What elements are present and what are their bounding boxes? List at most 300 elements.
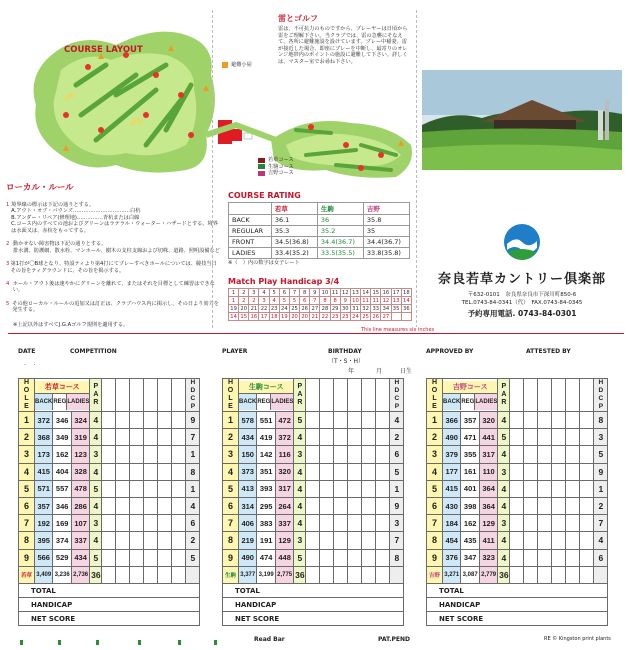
score-cell[interactable] bbox=[538, 429, 552, 446]
match-play-cell: 24 bbox=[352, 313, 359, 320]
score-cell[interactable] bbox=[348, 515, 362, 532]
net-score-row[interactable]: NET SCORE bbox=[426, 612, 608, 626]
score-cell[interactable] bbox=[510, 480, 524, 497]
score-cell[interactable] bbox=[306, 446, 320, 463]
match-play-cell: 19 bbox=[281, 313, 288, 320]
score-cell[interactable] bbox=[524, 532, 538, 549]
reg-yardage: 169 bbox=[53, 515, 71, 532]
back-yardage: 150 bbox=[239, 446, 257, 463]
score-cell[interactable] bbox=[130, 446, 144, 463]
match-play-cell: 19 bbox=[230, 305, 237, 312]
match-play-cell: 23 bbox=[270, 305, 278, 312]
score-cell[interactable] bbox=[334, 463, 348, 480]
hdcp-value: 9 bbox=[186, 412, 200, 429]
ladies-yardage: 411 bbox=[479, 532, 497, 549]
score-cell[interactable] bbox=[566, 446, 580, 463]
back-yardage: 395 bbox=[35, 532, 53, 549]
hdcp-value: 9 bbox=[390, 497, 404, 514]
score-cell[interactable] bbox=[348, 429, 362, 446]
score-cell[interactable] bbox=[102, 515, 116, 532]
score-cell[interactable] bbox=[566, 532, 580, 549]
score-cell[interactable] bbox=[566, 497, 580, 514]
match-play-row bbox=[229, 289, 412, 297]
par-value: 4 bbox=[294, 497, 306, 514]
score-cell[interactable] bbox=[320, 429, 334, 446]
par-value: 4 bbox=[294, 463, 306, 480]
hole-header: H O L E bbox=[19, 379, 35, 412]
score-cell[interactable] bbox=[376, 515, 390, 532]
score-total-cell[interactable] bbox=[144, 566, 158, 583]
score-cell[interactable] bbox=[130, 497, 144, 514]
lightning-text: 雷は、不可抗力のものですから、プレーヤーは日頃から雷をご理解下さい。当クラブでは、雷の急襲にそなえて、各所に避難施設を設けています。プレー中稲妻、雷が接近した場合、即座にプレーを中断し、最寄りのオレンジ地帯内のポイントの施設に避難して下さい。詳しくは、マスター室でお尋ね下さい。 bbox=[278, 26, 408, 65]
score-cell[interactable] bbox=[538, 463, 552, 480]
score-cell[interactable] bbox=[376, 463, 390, 480]
score-cell[interactable] bbox=[144, 446, 158, 463]
score-cell[interactable] bbox=[116, 412, 130, 429]
score-cell[interactable] bbox=[362, 429, 376, 446]
score-cell[interactable] bbox=[552, 515, 566, 532]
score-cell[interactable] bbox=[306, 412, 320, 429]
score-cell[interactable] bbox=[158, 480, 172, 497]
score-cell[interactable] bbox=[580, 497, 594, 514]
course-total-row bbox=[19, 566, 200, 583]
scorecard: This line measures six inches DATE COMPETITION . . PLAYER BIRTHDAY （T・S・H） 年 月 日生 APPROVED BY ATTESTED BY H O L E 若草コース BACK REG LADIES P A R H D C P 1 372 346 324 4 9 2 368 349 319 4 7 3 173 162 123 3 1 4 415 404 328 4 8 5 571 557 478 5 1 6 357 346 286 4 4 7 192 169 107 3 6 8 395 374 337 4 2 9 566 529 434 5 5 若草 3,409 3,236 2,736 36 TOTAL HANDICAP NET SCORE H O L E 生駒コース BACK REG LADIES P A R H D C P 1 578 551 472 5 4 2 434 419 372 4 2 3 150 142 116 3 6 4 373 351 320 4 5 5 413 393 317 4 1 6 314 295 264 4 9 7 406 383 337 4 3 8 219 191 129 3 7 9 490 474 448 5 8 生駒 3,377 3,199 2,775 36 TOTAL HANDICAP NET SCORE H O L E 吉野コース BACK REG LADIES P A R H D C P 1 366 357 320 4 8 2 490 471 441 5 3 3 379 355 317 4 5 4 177 161 110 3 9 5 415 401 364 4 1 6 430 398 364 4 2 7 184 162 129 3 7 8 454 435 411 4 4 9 376 347 323 4 6 吉野 3,271 3,087 2,779 36 TOTAL HANDICAP NET SCORE Read Bar PAT.PEND RE © Kingston print plants bbox=[8, 333, 624, 645]
score-cell[interactable] bbox=[348, 497, 362, 514]
back-yardage: 413 bbox=[239, 480, 257, 497]
score-cell[interactable] bbox=[580, 549, 594, 566]
score-cell[interactable] bbox=[334, 480, 348, 497]
score-cell[interactable] bbox=[320, 463, 334, 480]
fold-line-2 bbox=[416, 10, 417, 328]
score-cell[interactable] bbox=[552, 549, 566, 566]
score-cell[interactable] bbox=[566, 480, 580, 497]
match-play-cell: 26 bbox=[301, 305, 308, 312]
score-cell[interactable] bbox=[116, 549, 130, 566]
player-score-header[interactable] bbox=[566, 379, 580, 412]
score-cell[interactable] bbox=[102, 412, 116, 429]
hdcp-value: 8 bbox=[594, 412, 608, 429]
score-cell[interactable] bbox=[362, 446, 376, 463]
score-cell[interactable] bbox=[130, 463, 144, 480]
ladies-yardage: 472 bbox=[275, 412, 293, 429]
score-cell[interactable] bbox=[172, 429, 186, 446]
score-cell[interactable] bbox=[538, 532, 552, 549]
match-play-table bbox=[228, 288, 412, 321]
score-cell[interactable] bbox=[320, 497, 334, 514]
score-cell[interactable] bbox=[116, 429, 130, 446]
score-total-cell[interactable] bbox=[538, 566, 552, 583]
ladies-yardage: 441 bbox=[479, 429, 497, 446]
player-score-header[interactable] bbox=[158, 379, 172, 412]
back-header: BACK bbox=[35, 394, 53, 410]
score-cell[interactable] bbox=[102, 446, 116, 463]
club-logo-icon bbox=[502, 222, 542, 262]
score-cell[interactable] bbox=[510, 429, 524, 446]
score-cell[interactable] bbox=[552, 446, 566, 463]
score-cell[interactable] bbox=[144, 480, 158, 497]
score-cell[interactable] bbox=[566, 549, 580, 566]
score-total-cell[interactable] bbox=[130, 566, 144, 583]
reg-yardage: 355 bbox=[461, 446, 479, 463]
score-cell[interactable] bbox=[130, 532, 144, 549]
score-cell[interactable] bbox=[172, 446, 186, 463]
score-cell[interactable] bbox=[524, 412, 538, 429]
score-cell[interactable] bbox=[334, 429, 348, 446]
score-cell[interactable] bbox=[130, 515, 144, 532]
back-yardage: 177 bbox=[443, 463, 461, 480]
score-total-cell[interactable] bbox=[348, 566, 362, 583]
match-play-cell: 9 bbox=[340, 297, 350, 305]
hdcp-value: 1 bbox=[390, 480, 404, 497]
player-score-header[interactable] bbox=[172, 379, 186, 412]
score-cell[interactable] bbox=[320, 480, 334, 497]
score-cell[interactable] bbox=[524, 515, 538, 532]
score-cell[interactable] bbox=[172, 480, 186, 497]
match-play-row bbox=[229, 313, 412, 321]
back-yardage: 578 bbox=[239, 412, 257, 429]
score-cell[interactable] bbox=[538, 446, 552, 463]
match-play-cell: 34 bbox=[382, 305, 390, 312]
hdcp-total bbox=[390, 566, 404, 583]
match-play bbox=[228, 277, 412, 321]
player-score-header[interactable] bbox=[510, 379, 524, 412]
score-total-cell[interactable] bbox=[306, 566, 320, 583]
hole-number: 7 bbox=[223, 515, 239, 532]
score-cell[interactable] bbox=[172, 412, 186, 429]
back-yardage: 430 bbox=[443, 497, 461, 514]
handicap-row[interactable]: HANDICAP bbox=[222, 598, 404, 612]
score-cell[interactable] bbox=[552, 412, 566, 429]
player-score-header[interactable] bbox=[580, 379, 594, 412]
score-cell[interactable] bbox=[510, 412, 524, 429]
score-cell[interactable] bbox=[580, 480, 594, 497]
score-cell[interactable] bbox=[376, 446, 390, 463]
score-cell[interactable] bbox=[362, 463, 376, 480]
score-cell[interactable] bbox=[158, 497, 172, 514]
score-cell[interactable] bbox=[376, 412, 390, 429]
ladies-header: LADIES bbox=[67, 394, 89, 410]
score-cell[interactable] bbox=[376, 549, 390, 566]
ladies-yardage: 323 bbox=[479, 549, 497, 566]
score-cell[interactable] bbox=[552, 532, 566, 549]
score-cell[interactable] bbox=[538, 480, 552, 497]
score-cell[interactable] bbox=[348, 446, 362, 463]
score-cell[interactable] bbox=[320, 515, 334, 532]
score-cell[interactable] bbox=[566, 429, 580, 446]
hole-row bbox=[19, 532, 200, 549]
score-cell[interactable] bbox=[524, 480, 538, 497]
hdcp-value: 9 bbox=[594, 463, 608, 480]
score-cell[interactable] bbox=[510, 446, 524, 463]
score-cell[interactable] bbox=[116, 532, 130, 549]
course-name: 吉野コース bbox=[452, 383, 488, 391]
score-cell[interactable] bbox=[376, 480, 390, 497]
score-cell[interactable] bbox=[566, 463, 580, 480]
score-cell[interactable] bbox=[334, 549, 348, 566]
back-yardage: 415 bbox=[35, 463, 53, 480]
course-block-2 bbox=[426, 378, 608, 626]
score-cell[interactable] bbox=[306, 429, 320, 446]
score-cell[interactable] bbox=[362, 412, 376, 429]
score-cell[interactable] bbox=[102, 463, 116, 480]
score-cell[interactable] bbox=[158, 549, 172, 566]
rule-5: その他ローカル・ルールの追加又は訂正は、クラブハウス内に掲示し、その日より効力を発生する。 bbox=[12, 300, 219, 314]
score-cell[interactable] bbox=[524, 446, 538, 463]
score-cell[interactable] bbox=[580, 532, 594, 549]
hole-number: 8 bbox=[223, 532, 239, 549]
score-total-cell[interactable] bbox=[362, 566, 376, 583]
score-cell[interactable] bbox=[348, 532, 362, 549]
score-total-cell[interactable] bbox=[580, 566, 594, 583]
net-score-row[interactable]: NET SCORE bbox=[222, 612, 404, 626]
score-cell[interactable] bbox=[524, 549, 538, 566]
score-cell[interactable] bbox=[158, 412, 172, 429]
score-total-cell[interactable] bbox=[102, 566, 116, 583]
ladies-yardage: 364 bbox=[479, 497, 497, 514]
back-yardage: 434 bbox=[239, 429, 257, 446]
total-row[interactable]: TOTAL bbox=[426, 584, 608, 598]
player-score-header[interactable] bbox=[552, 379, 566, 412]
score-cell[interactable] bbox=[538, 515, 552, 532]
score-cell[interactable] bbox=[510, 549, 524, 566]
score-cell[interactable] bbox=[580, 515, 594, 532]
score-cell[interactable] bbox=[306, 532, 320, 549]
score-cell[interactable] bbox=[116, 515, 130, 532]
score-cell[interactable] bbox=[172, 497, 186, 514]
score-total-cell[interactable] bbox=[320, 566, 334, 583]
match-play-cell: 4 bbox=[259, 289, 269, 297]
total-row[interactable]: TOTAL bbox=[18, 584, 200, 598]
player-score-header[interactable] bbox=[538, 379, 552, 412]
player-score-header[interactable] bbox=[524, 379, 538, 412]
score-cell[interactable] bbox=[102, 549, 116, 566]
reg-header: REG bbox=[461, 394, 475, 410]
score-cell[interactable] bbox=[538, 412, 552, 429]
score-total-cell[interactable] bbox=[566, 566, 580, 583]
score-cell[interactable] bbox=[334, 497, 348, 514]
score-cell[interactable] bbox=[144, 429, 158, 446]
par-value: 4 bbox=[90, 463, 102, 480]
score-cell[interactable] bbox=[306, 463, 320, 480]
score-cell[interactable] bbox=[102, 429, 116, 446]
match-play-cell: 6 bbox=[279, 289, 289, 297]
handicap-row[interactable]: HANDICAP bbox=[18, 598, 200, 612]
score-cell[interactable] bbox=[306, 549, 320, 566]
score-cell[interactable] bbox=[510, 532, 524, 549]
score-cell[interactable] bbox=[552, 463, 566, 480]
ladies-yardage: 319 bbox=[71, 429, 89, 446]
score-cell[interactable] bbox=[144, 463, 158, 480]
score-cell[interactable] bbox=[552, 429, 566, 446]
score-cell[interactable] bbox=[348, 463, 362, 480]
score-total-cell[interactable] bbox=[552, 566, 566, 583]
player-score-header[interactable] bbox=[320, 379, 334, 412]
score-cell[interactable] bbox=[158, 463, 172, 480]
score-cell[interactable] bbox=[158, 446, 172, 463]
score-cell[interactable] bbox=[116, 463, 130, 480]
player-score-header[interactable] bbox=[348, 379, 362, 412]
score-cell[interactable] bbox=[334, 515, 348, 532]
score-cell[interactable] bbox=[334, 446, 348, 463]
back-yardage: 490 bbox=[443, 429, 461, 446]
total-row[interactable]: TOTAL bbox=[222, 584, 404, 598]
score-cell[interactable] bbox=[580, 429, 594, 446]
match-play-title: Match Play Handicap 3/4 bbox=[228, 277, 340, 286]
score-total-cell[interactable] bbox=[510, 566, 524, 583]
score-cell[interactable] bbox=[580, 412, 594, 429]
score-cell[interactable] bbox=[510, 497, 524, 514]
shelter-icon bbox=[222, 62, 228, 68]
hdcp-value: 4 bbox=[186, 497, 200, 514]
match-play-cell: 6 bbox=[300, 297, 310, 305]
score-cell[interactable] bbox=[130, 549, 144, 566]
score-cell[interactable] bbox=[320, 532, 334, 549]
hole-row bbox=[427, 480, 608, 497]
ladies-yardage: 478 bbox=[71, 480, 89, 497]
score-cell[interactable] bbox=[552, 497, 566, 514]
score-cell[interactable] bbox=[362, 532, 376, 549]
score-cell[interactable] bbox=[158, 515, 172, 532]
score-cell[interactable] bbox=[102, 497, 116, 514]
score-total-cell[interactable] bbox=[158, 566, 172, 583]
score-cell[interactable] bbox=[306, 497, 320, 514]
player-score-header[interactable] bbox=[144, 379, 158, 412]
score-cell[interactable] bbox=[348, 412, 362, 429]
score-cell[interactable] bbox=[362, 549, 376, 566]
score-total-cell[interactable] bbox=[376, 566, 390, 583]
score-cell[interactable] bbox=[348, 480, 362, 497]
score-cell[interactable] bbox=[172, 532, 186, 549]
score-cell[interactable] bbox=[116, 446, 130, 463]
match-play-cell: 8 bbox=[320, 297, 330, 305]
score-cell[interactable] bbox=[334, 532, 348, 549]
net-score-row[interactable]: NET SCORE bbox=[18, 612, 200, 626]
match-play-cell: 10 bbox=[352, 297, 359, 304]
score-cell[interactable] bbox=[102, 480, 116, 497]
match-play-cell: 14 bbox=[362, 289, 369, 296]
score-cell[interactable] bbox=[376, 429, 390, 446]
score-cell[interactable] bbox=[320, 412, 334, 429]
score-cell[interactable] bbox=[102, 532, 116, 549]
handicap-row[interactable]: HANDICAP bbox=[426, 598, 608, 612]
ladies-yardage: 317 bbox=[275, 480, 293, 497]
score-cell[interactable] bbox=[566, 412, 580, 429]
match-play-cell: 13 bbox=[392, 297, 400, 304]
player-score-header[interactable] bbox=[376, 379, 390, 412]
hdcp-total bbox=[186, 566, 200, 583]
score-cell[interactable] bbox=[158, 429, 172, 446]
score-cell[interactable] bbox=[144, 532, 158, 549]
course-block-1 bbox=[222, 378, 404, 626]
score-cell[interactable] bbox=[580, 463, 594, 480]
score-total-cell[interactable] bbox=[334, 566, 348, 583]
score-cell[interactable] bbox=[172, 549, 186, 566]
score-cell[interactable] bbox=[362, 515, 376, 532]
score-cell[interactable] bbox=[320, 549, 334, 566]
hole-row bbox=[19, 446, 200, 463]
match-play-cell: 29 bbox=[331, 305, 339, 312]
score-cell[interactable] bbox=[510, 515, 524, 532]
score-total-cell[interactable] bbox=[524, 566, 538, 583]
score-total-cell[interactable] bbox=[172, 566, 186, 583]
score-cell[interactable] bbox=[144, 497, 158, 514]
reg-yardage: 161 bbox=[461, 463, 479, 480]
hole-number: 7 bbox=[427, 515, 443, 532]
score-cell[interactable] bbox=[172, 515, 186, 532]
player-score-header[interactable] bbox=[334, 379, 348, 412]
player-score-header[interactable] bbox=[306, 379, 320, 412]
hdcp-total bbox=[594, 566, 608, 583]
par-value: 4 bbox=[498, 412, 510, 429]
score-cell[interactable] bbox=[362, 480, 376, 497]
score-cell[interactable] bbox=[538, 549, 552, 566]
course-short-name: 若草 bbox=[19, 566, 35, 583]
hole-number: 8 bbox=[427, 532, 443, 549]
score-cell[interactable] bbox=[580, 446, 594, 463]
reg-yardage: 162 bbox=[461, 515, 479, 532]
score-cell[interactable] bbox=[524, 463, 538, 480]
ladies-yardage: 107 bbox=[71, 515, 89, 532]
hole-number: 1 bbox=[19, 412, 35, 429]
score-cell[interactable] bbox=[320, 446, 334, 463]
measure-note: This line measures six inches bbox=[358, 327, 437, 333]
score-total-cell[interactable] bbox=[116, 566, 130, 583]
reg-yardage: 357 bbox=[461, 412, 479, 429]
score-cell[interactable] bbox=[348, 549, 362, 566]
match-play-cell: 15 bbox=[240, 313, 248, 320]
score-cell[interactable] bbox=[566, 515, 580, 532]
score-cell[interactable] bbox=[172, 463, 186, 480]
score-cell[interactable] bbox=[376, 532, 390, 549]
player-score-header[interactable] bbox=[362, 379, 376, 412]
player-score-header[interactable] bbox=[102, 379, 116, 412]
player-score-header[interactable] bbox=[116, 379, 130, 412]
score-cell[interactable] bbox=[510, 463, 524, 480]
hole-row bbox=[427, 429, 608, 446]
ladies-total: 2,736 bbox=[71, 566, 89, 583]
score-cell[interactable] bbox=[524, 497, 538, 514]
score-cell[interactable] bbox=[130, 429, 144, 446]
match-play-cell: 35 bbox=[392, 305, 400, 312]
hdcp-header: H D C P bbox=[594, 379, 608, 412]
score-cell[interactable] bbox=[334, 412, 348, 429]
score-cell[interactable] bbox=[552, 480, 566, 497]
hdcp-value: 8 bbox=[390, 549, 404, 566]
hole-row bbox=[223, 532, 404, 549]
hdcp-value: 3 bbox=[390, 515, 404, 532]
score-cell[interactable] bbox=[306, 515, 320, 532]
score-cell[interactable] bbox=[158, 532, 172, 549]
score-cell[interactable] bbox=[362, 497, 376, 514]
score-cell[interactable] bbox=[130, 480, 144, 497]
match-play-cell: 14 bbox=[403, 297, 410, 304]
score-cell[interactable] bbox=[116, 480, 130, 497]
score-cell[interactable] bbox=[524, 429, 538, 446]
par-value: 5 bbox=[294, 412, 306, 429]
score-cell[interactable] bbox=[130, 412, 144, 429]
reg-yardage: 162 bbox=[53, 446, 71, 463]
par-value: 5 bbox=[294, 549, 306, 566]
score-cell[interactable] bbox=[144, 549, 158, 566]
player-score-header[interactable] bbox=[130, 379, 144, 412]
score-cell[interactable] bbox=[144, 515, 158, 532]
score-cell[interactable] bbox=[116, 497, 130, 514]
score-cell[interactable] bbox=[376, 497, 390, 514]
course-name-header bbox=[443, 379, 498, 412]
score-cell[interactable] bbox=[144, 412, 158, 429]
score-cell[interactable] bbox=[306, 480, 320, 497]
score-cell[interactable] bbox=[538, 497, 552, 514]
